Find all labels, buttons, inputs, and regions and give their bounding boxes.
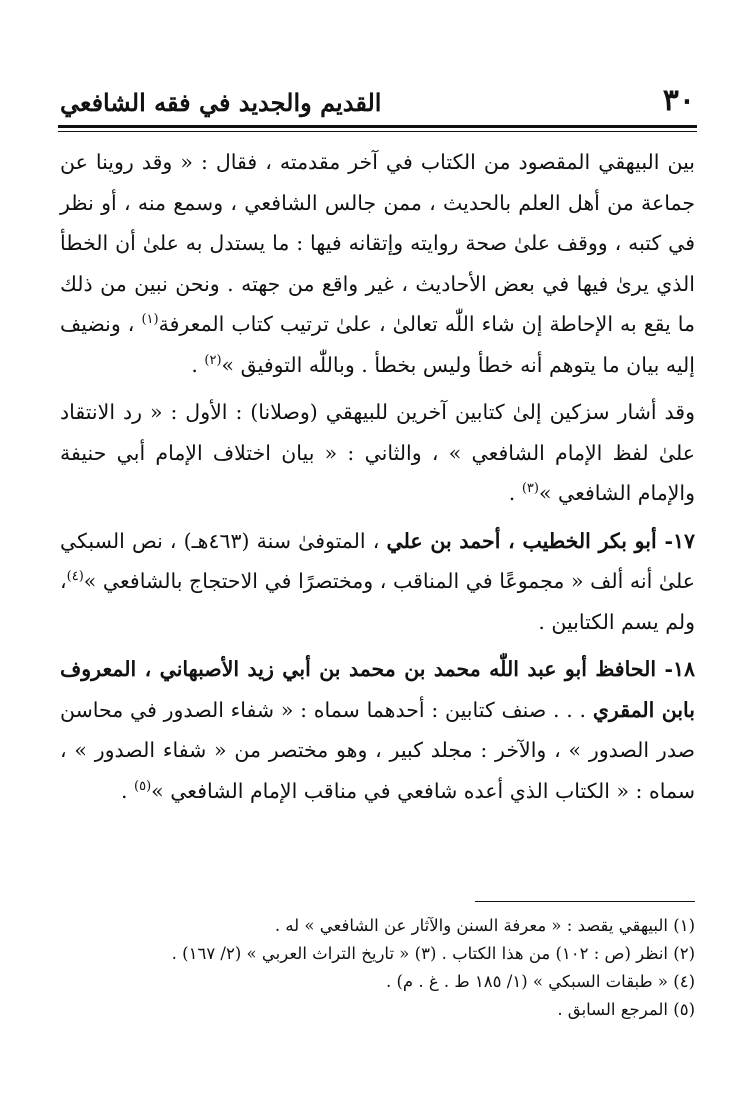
- footnote-ref: (٤): [66, 569, 84, 585]
- footnote-ref: (٣): [521, 481, 539, 497]
- paragraph-text: وقد أشار سزكين إلىٰ كتابين آخرين للبيهقي (وصلانا) : الأول : « رد الانتقاد علىٰ لفظ الإمام الشافعي » ، والثاني : « بيان اختلاف الإمام أبي حنيفة والإمام الشافعي »: [60, 400, 695, 505]
- paragraph-sezgin: [60, 392, 695, 514]
- paragraph-text: .: [191, 352, 198, 377]
- footnote-1: (١) البيهقي يقصد : « معرفة السنن والآثار عن الشافعي » له .: [274, 916, 695, 935]
- entry-number: ١٧-: [656, 528, 695, 553]
- entry-heading: أبو بكر الخطيب ، أحمد بن علي: [386, 528, 657, 553]
- footnote-2-3: (٢) انظر (ص : ١٠٢) من هذا الكتاب . (٣) « تاريخ التراث العربي » (٢/ ١٦٧) .: [171, 944, 695, 963]
- footnote-separator: [475, 901, 695, 902]
- running-header: [60, 82, 695, 122]
- main-text: [60, 142, 695, 811]
- entry-number: ١٨-: [656, 657, 695, 681]
- paragraph-text: . . . صنف كتابين : أحدهما سماه : « شفاء الصدور في محاسن صدر الصدور » ، والآخر : مجلد كبير ، وهو مختصر من « شفاء الصدور » ، سماه : « الكتاب الذي أعده شافعي في مناقب الإمام الشافعي »: [60, 697, 695, 803]
- footnote-ref: (٢): [204, 352, 222, 368]
- paragraph-text: ، ولم يسم الكتابين .: [60, 569, 695, 634]
- footnote-ref: (١): [141, 312, 159, 328]
- paragraph-text: ، المتوفىٰ سنة (٤٦٣هـ) ، نص السبكي علىٰ أنه ألف « مجموعًا في المناقب ، ومختصرًا في الاحتجاج بالشافعي »: [60, 528, 695, 593]
- paragraph-bayhaqi-quote: [60, 142, 695, 385]
- header-rule-thick: [58, 125, 697, 128]
- entry-17: [60, 521, 695, 643]
- entry-18: [60, 649, 695, 811]
- footnote-4: (٤) « طبقات السبكي » (١/ ١٨٥ ط . غ . م) .: [385, 972, 695, 991]
- paragraph-text: بين البيهقي المقصود من الكتاب في آخر مقدمته ، فقال : « وقد روينا عن جماعة من أهل العلم بالحديث ، ممن جالس الشافعي ، وسمع منه ، أو نظر في كتبه ، ووقف علىٰ صحة روايته وإتقانه فيها : ما يستدل به علىٰ أن الخطأ الذي يرىٰ فيها في بعض الأحاديث ، غير واقع من جهته . ونحن نبين من ذلك ما يقع به الإحاطة إن شاء اللّٰه تعالىٰ ، علىٰ ترتيب كتاب المعرفة: [60, 150, 695, 336]
- entry-heading: الحافظ أبو عبد اللّٰه محمد بن محمد بن أبي زيد الأصبهاني ، المعروف بابن المقري: [60, 657, 695, 722]
- header-rule-thin: [58, 131, 697, 132]
- paragraph-text: .: [508, 481, 516, 505]
- footnote-ref: (٥): [134, 778, 152, 794]
- running-title: القديم والجديد في فقه الشافعي: [60, 88, 382, 117]
- paragraph-text: ، ونضيف إليه بيان ما يتوهم أنه خطأ وليس بخطأ . وباللّٰه التوفيق »: [60, 312, 695, 377]
- page-number: ٣٠: [662, 83, 695, 118]
- footnotes: [60, 912, 695, 1024]
- footnote-5: (٥) المرجع السابق .: [557, 1000, 695, 1019]
- paragraph-text: .: [120, 778, 128, 803]
